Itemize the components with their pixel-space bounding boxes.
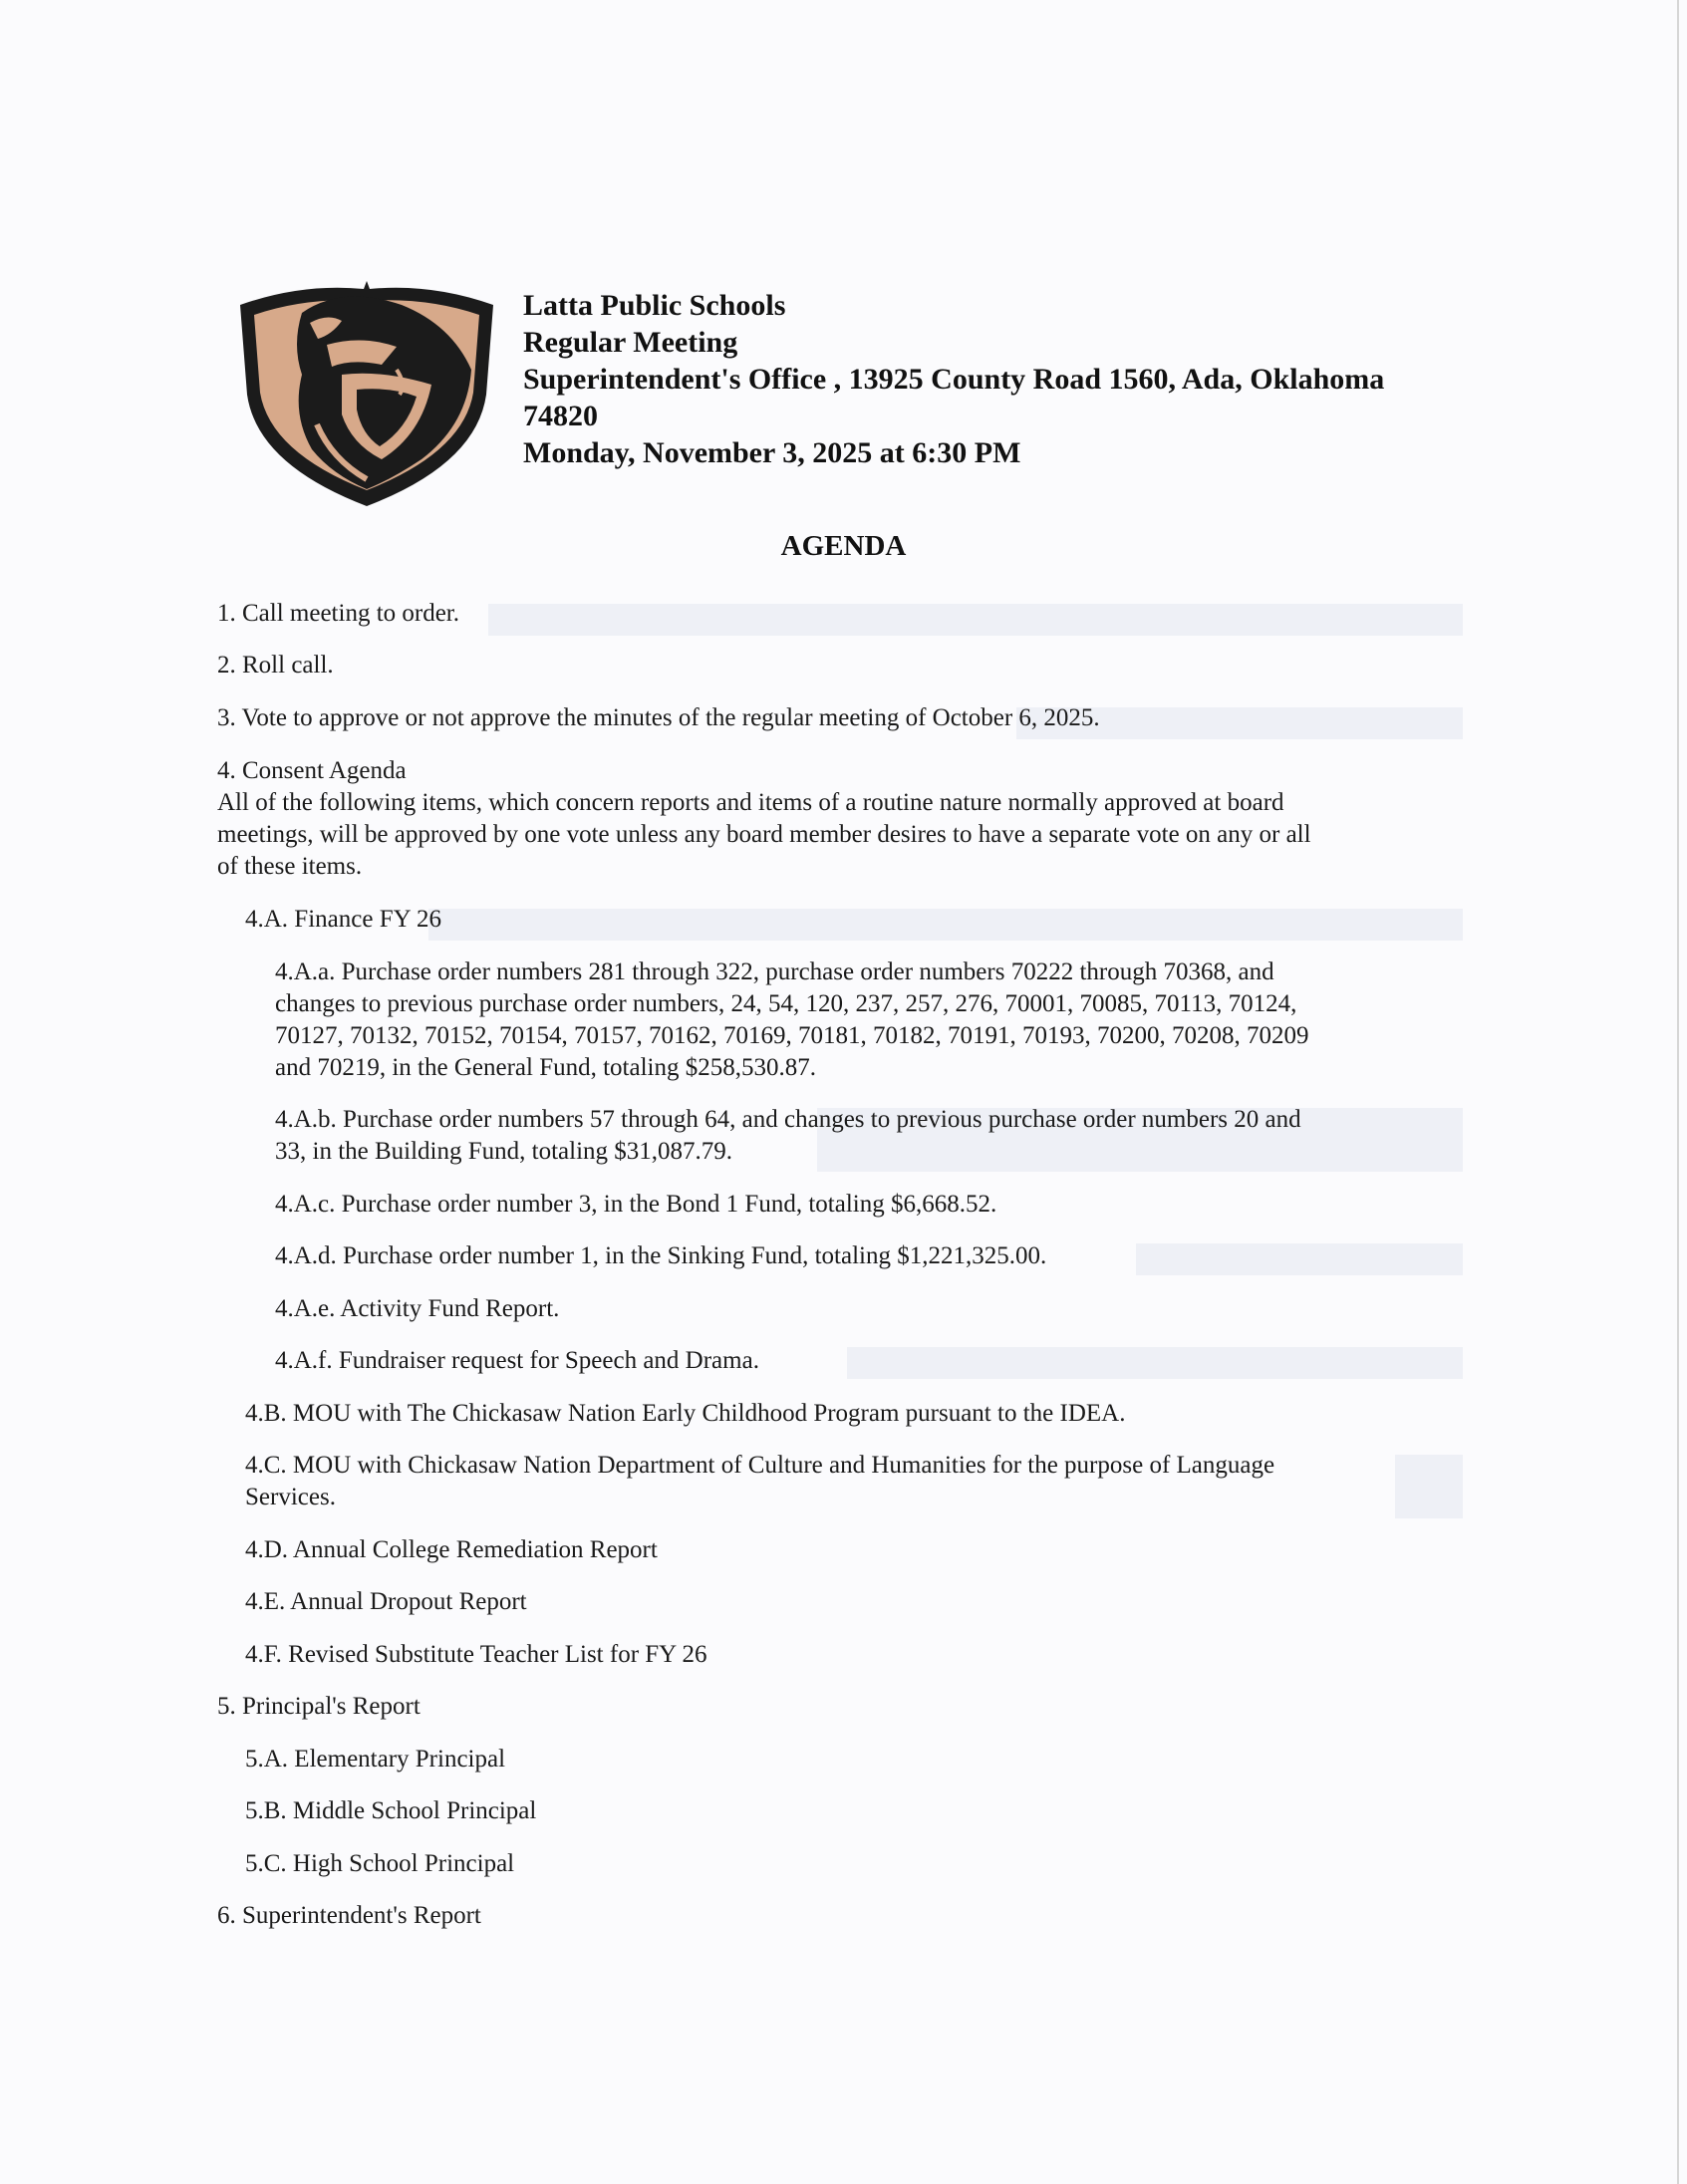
agenda-item-3: 3. Vote to approve or not approve the minutes of the regular meeting of October 6, 2025.	[217, 704, 1100, 731]
agenda-item-4D: 4.D. Annual College Remediation Report	[245, 1536, 658, 1563]
meeting-datetime: Monday, November 3, 2025 at 6:30 PM	[523, 436, 1021, 469]
consent-description-line: meetings, will be approved by one vote unless any board member desires to have a separate vote on any or all	[217, 821, 1311, 848]
agenda-item-4Aa-cont: changes to previous purchase order numbers, 24, 54, 120, 237, 257, 276, 70001, 70085, 70113, 70124,	[275, 990, 1297, 1017]
agenda-item-5: 5. Principal's Report	[217, 1693, 421, 1720]
agenda-item-5B: 5.B. Middle School Principal	[245, 1797, 537, 1824]
meeting-header	[232, 275, 1478, 514]
agenda-item-4Af: 4.A.f. Fundraiser request for Speech and Drama.	[275, 1347, 759, 1374]
agenda-item-1: 1. Call meeting to order.	[217, 600, 460, 627]
page-edge	[1677, 0, 1679, 2184]
agenda-item-5A: 5.A. Elementary Principal	[245, 1746, 506, 1773]
agenda-item-4E: 4.E. Annual Dropout Report	[245, 1588, 527, 1615]
agenda-item-4Ab-cont: 33, in the Building Fund, totaling $31,087.79.	[275, 1138, 733, 1165]
agenda-item-4: 4. Consent Agenda	[217, 757, 407, 784]
agenda-item-4Ac: 4.A.c. Purchase order number 3, in the Bond 1 Fund, totaling $6,668.52.	[275, 1191, 997, 1218]
header-text	[523, 287, 1384, 471]
meeting-type: Regular Meeting	[523, 326, 738, 359]
agenda-item-5C: 5.C. High School Principal	[245, 1850, 515, 1877]
agenda-item-4Aa: 4.A.a. Purchase order numbers 281 through 322, purchase order numbers 70222 through 70368, and	[275, 958, 1274, 985]
agenda-item-4Ae: 4.A.e. Activity Fund Report.	[275, 1295, 560, 1322]
agenda-item-4Aa-cont: 70127, 70132, 70152, 70154, 70157, 70162, 70169, 70181, 70182, 70191, 70193, 70200, 70208, 70209	[275, 1022, 1309, 1049]
consent-description-line: All of the following items, which concern reports and items of a routine nature normally approved at board	[217, 789, 1284, 816]
agenda-item-4C: 4.C. MOU with Chickasaw Nation Department of Culture and Humanities for the purpose of Language	[245, 1452, 1275, 1479]
agenda-item-4A: 4.A. Finance FY 26	[245, 906, 441, 933]
school-name: Latta Public Schools	[523, 289, 786, 322]
agenda-item-6: 6. Superintendent's Report	[217, 1902, 481, 1929]
meeting-zip: 74820	[523, 400, 598, 432]
consent-description-line: of these items.	[217, 853, 363, 880]
agenda-item-4F: 4.F. Revised Substitute Teacher List for FY 26	[245, 1641, 707, 1668]
agenda-title: AGENDA	[780, 530, 907, 562]
agenda-item-4Ab: 4.A.b. Purchase order numbers 57 through 64, and changes to previous purchase order numbers 20 and	[275, 1106, 1301, 1133]
agenda-item-4Aa-cont: and 70219, in the General Fund, totaling $258,530.87.	[275, 1054, 816, 1081]
agenda-item-4B: 4.B. MOU with The Chickasaw Nation Early Childhood Program pursuant to the IDEA.	[245, 1400, 1126, 1427]
agenda-item-4C-cont: Services.	[245, 1484, 336, 1510]
meeting-location: Superintendent's Office , 13925 County Road 1560, Ada, Oklahoma	[523, 363, 1385, 396]
agenda-item-4Ad: 4.A.d. Purchase order number 1, in the Sinking Fund, totaling $1,221,325.00.	[275, 1242, 1047, 1269]
agenda-item-2: 2. Roll call.	[217, 652, 334, 679]
panther-shield-logo	[232, 275, 501, 510]
